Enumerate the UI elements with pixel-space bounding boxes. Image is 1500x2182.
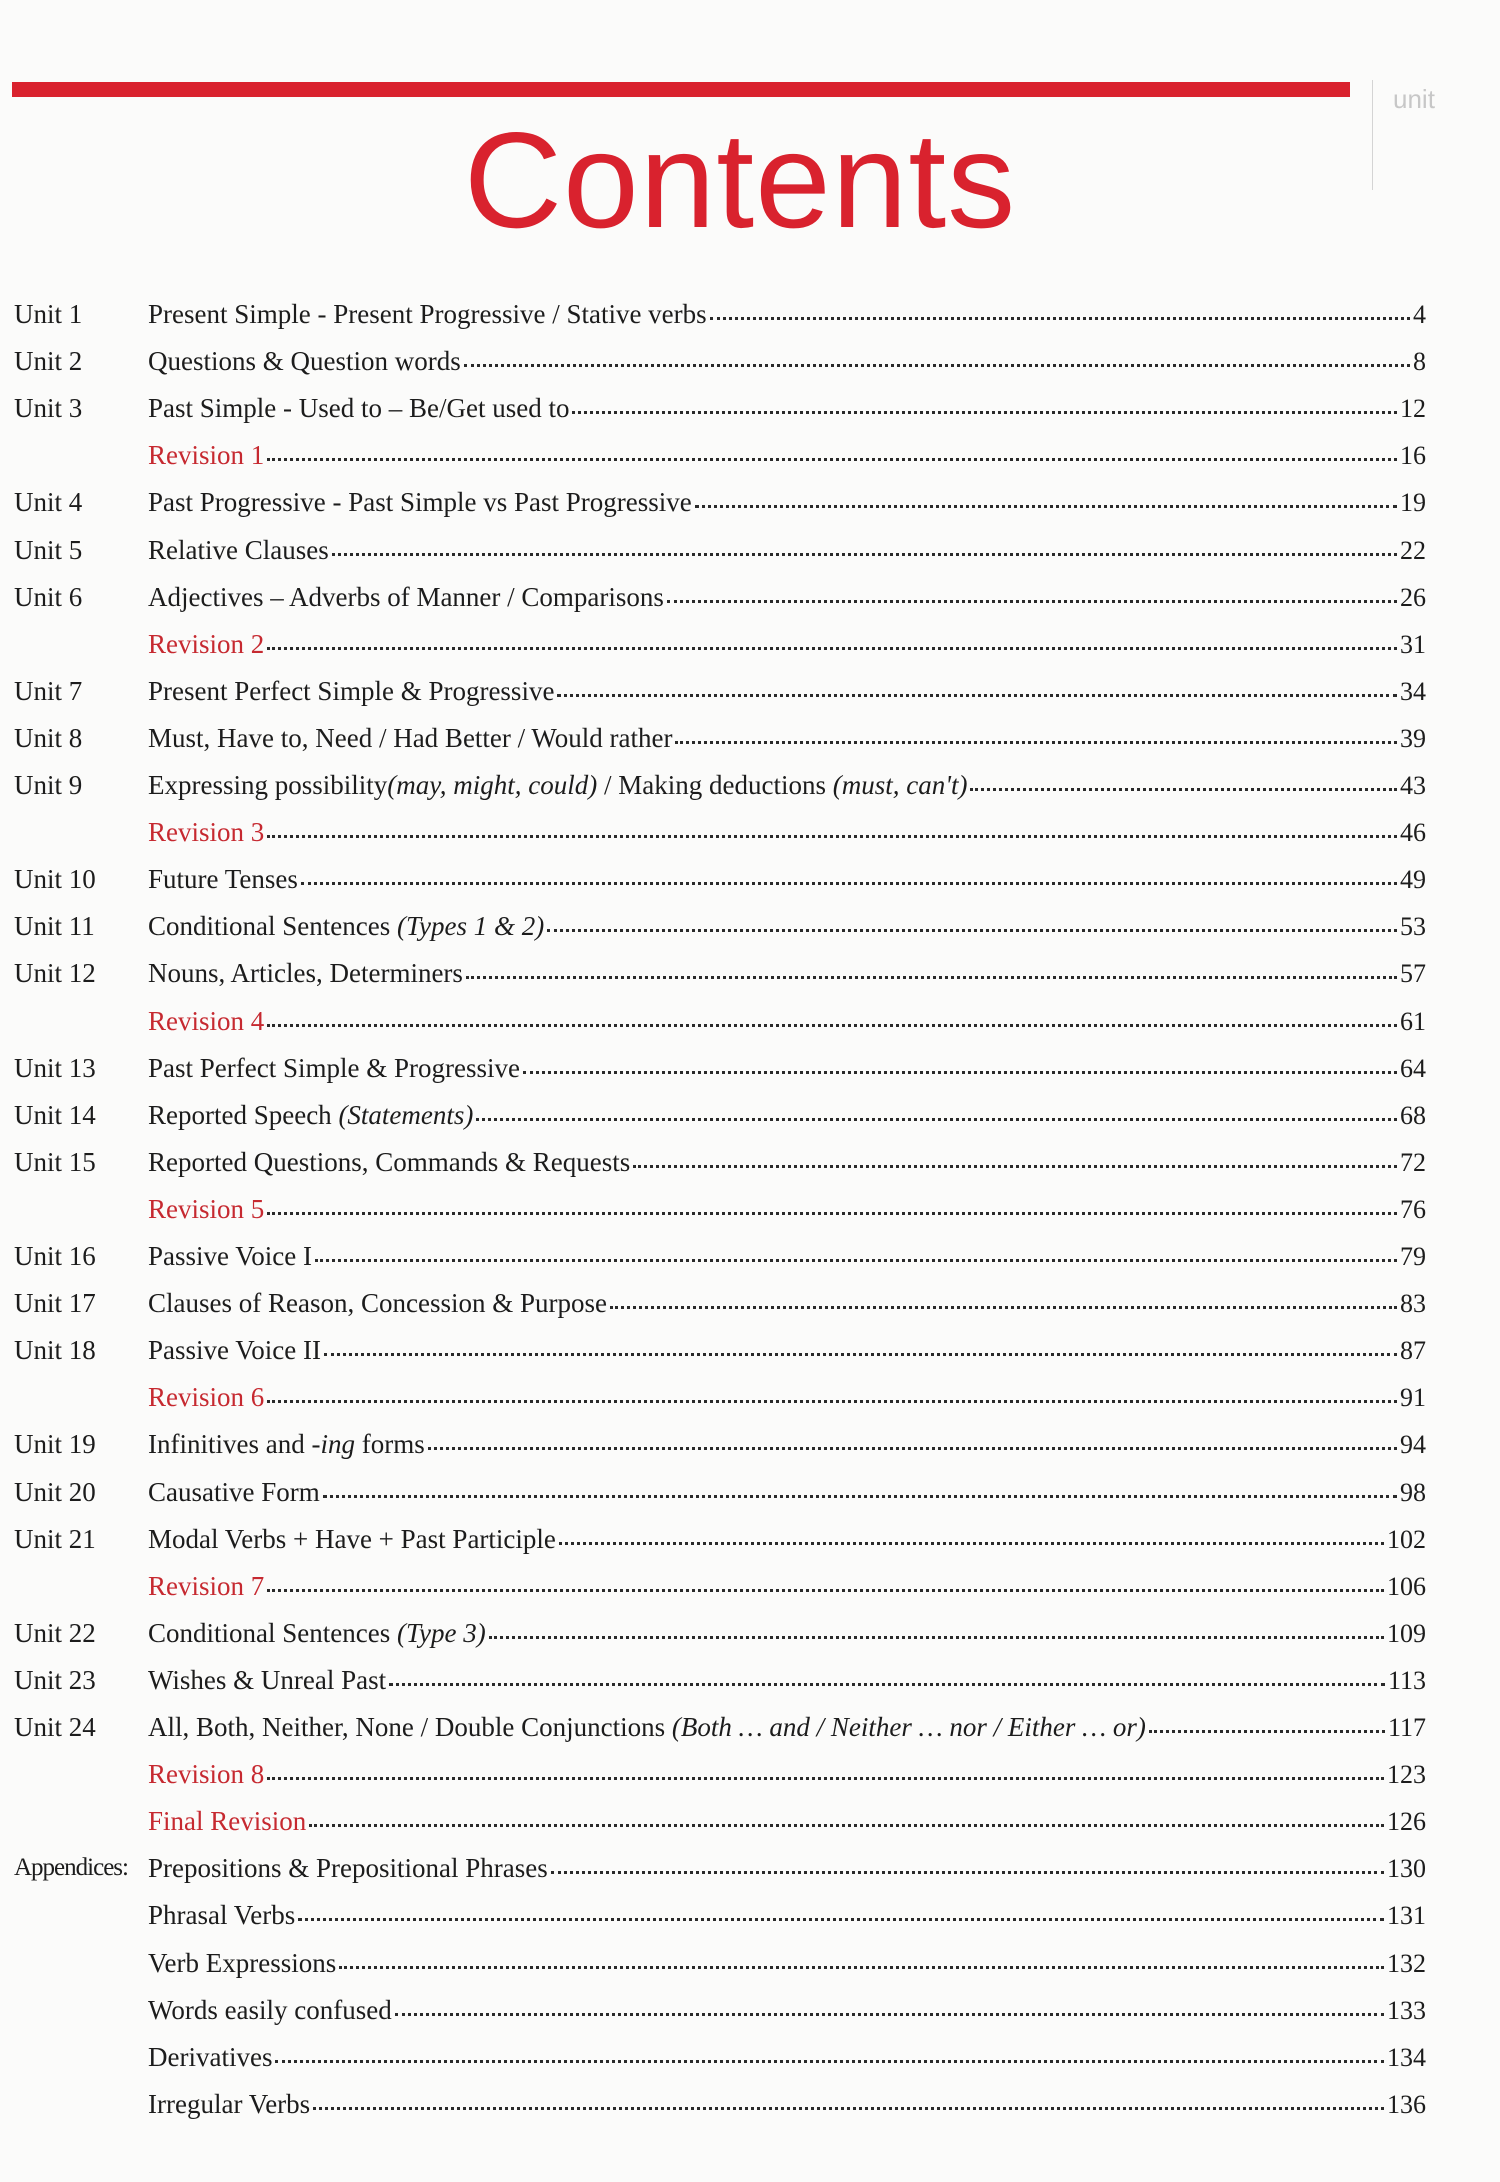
dot-leader: [710, 316, 1410, 320]
toc-row[interactable]: [0, 1097, 1500, 1133]
toc-revision-row[interactable]: [0, 814, 1500, 850]
entry-title-text: Phrasal Verbs: [148, 1900, 296, 1931]
dot-leader: [523, 1070, 1397, 1074]
dot-leader: [323, 1494, 1397, 1498]
entry-title: [148, 1426, 425, 1462]
dot-leader: [301, 881, 1397, 885]
entry-title-text: Revision 1: [148, 440, 265, 471]
dot-leader: [267, 1588, 1384, 1592]
entry-title-text: Revision 5: [148, 1193, 265, 1224]
entry-title: [148, 579, 664, 615]
toc-entry: [148, 390, 1426, 427]
entry-title: [148, 1709, 1146, 1745]
entry-title-text: Relative Clauses: [148, 534, 329, 565]
entry-title-text: Wishes & Unreal Past: [148, 1664, 387, 1695]
toc-entry: [148, 532, 1426, 569]
dot-leader: [267, 1211, 1397, 1215]
page-number: 79: [1400, 1242, 1426, 1271]
unit-label: Unit 9: [14, 770, 83, 800]
entry-title: [148, 343, 461, 379]
toc-row[interactable]: [0, 1850, 1500, 1886]
unit-label: Unit 8: [14, 722, 83, 753]
page-number: 87: [1400, 1336, 1426, 1366]
toc-entry: [148, 2086, 1426, 2123]
toc-row[interactable]: [0, 955, 1500, 991]
dot-leader: [667, 599, 1397, 603]
page-number: 102: [1387, 1524, 1426, 1554]
toc-row[interactable]: [0, 1615, 1500, 1651]
entry-title: [148, 767, 967, 803]
entry-title-text: Irregular Verbs: [148, 2088, 311, 2119]
unit-label: Unit 6: [14, 581, 83, 612]
page-number: 39: [1400, 723, 1426, 753]
toc-revision-row[interactable]: [0, 1803, 1500, 1839]
entry-title: [148, 1144, 630, 1180]
entry-title: [148, 437, 264, 473]
dot-leader: [267, 1776, 1384, 1780]
page-number: 76: [1400, 1194, 1426, 1224]
toc-row[interactable]: [0, 1992, 1500, 2028]
dot-leader: [547, 928, 1397, 932]
page-number: 98: [1400, 1477, 1426, 1507]
page-number: 31: [1400, 629, 1426, 659]
toc-entry: [148, 814, 1426, 851]
entry-title-text: Revision 7: [148, 1570, 265, 1601]
toc-revision-row[interactable]: [0, 1191, 1500, 1227]
entry-title-text: Final Revision: [148, 1806, 307, 1837]
toc-row[interactable]: [0, 1332, 1500, 1368]
dot-leader: [267, 834, 1397, 838]
page-number: 34: [1400, 676, 1426, 706]
entry-title: [148, 1615, 486, 1651]
dot-leader: [466, 975, 1397, 979]
entry-title: [148, 861, 298, 897]
unit-label: Unit 12: [14, 958, 96, 989]
toc-entry: [148, 1521, 1426, 1558]
page-number: 19: [1400, 488, 1426, 518]
entry-title: [148, 1238, 312, 1274]
toc-row[interactable]: [0, 343, 1500, 379]
entry-title: [148, 1379, 264, 1415]
entry-title: [148, 1285, 607, 1321]
page-number: 94: [1400, 1430, 1426, 1460]
unit-label: Unit 5: [14, 534, 83, 565]
dot-leader: [489, 1635, 1384, 1639]
entry-title: [148, 1568, 264, 1604]
entry-title: [148, 484, 692, 520]
toc-entry: [148, 908, 1426, 945]
toc-entry: [148, 1709, 1426, 1746]
dot-leader: [428, 1446, 1397, 1450]
entry-title: [148, 1756, 264, 1792]
dot-leader: [1149, 1729, 1385, 1733]
unit-label: Unit 16: [14, 1241, 96, 1271]
entry-title-italic: (may, might, could): [387, 770, 598, 800]
entry-title-text: Future Tenses: [148, 864, 298, 895]
toc-row[interactable]: [0, 720, 1500, 756]
toc-entry: [148, 1285, 1426, 1322]
toc-row[interactable]: [0, 1945, 1500, 1981]
page-number: 131: [1387, 1901, 1426, 1931]
dot-leader: [298, 1917, 1384, 1921]
page-title: Contents: [463, 104, 1017, 256]
entry-title-text: Prepositions & Prepositional Phrases: [148, 1853, 548, 1884]
dot-leader: [389, 1682, 1385, 1686]
toc-revision-row[interactable]: [0, 1379, 1500, 1415]
page-number: 46: [1400, 818, 1426, 848]
toc-entry: [148, 2039, 1426, 2076]
dot-leader: [267, 646, 1397, 650]
dot-leader: [313, 2106, 1384, 2110]
appendices-label: Appendices:: [14, 1854, 128, 1882]
entry-title-text: Verb Expressions: [148, 1947, 337, 1978]
entry-title-text: Revision 6: [148, 1382, 265, 1413]
toc-entry: [148, 1945, 1426, 1982]
entry-title-italic: -ing: [311, 1429, 355, 1460]
toc-row[interactable]: [0, 579, 1500, 615]
toc-row[interactable]: [0, 296, 1500, 332]
toc-row[interactable]: [0, 861, 1500, 897]
unit-label: Unit 23: [14, 1664, 96, 1695]
entry-title-text: Clauses of Reason, Concession & Purpose: [148, 1288, 607, 1319]
page-number: 83: [1400, 1289, 1426, 1319]
toc-revision-row[interactable]: [0, 1568, 1500, 1604]
unit-label: Unit 2: [14, 346, 83, 377]
entry-title-text: Expressing possibility: [148, 770, 388, 800]
entry-title: [148, 1474, 320, 1510]
dot-leader: [267, 457, 1397, 461]
page-number: 26: [1400, 582, 1426, 612]
toc-entry: [148, 1003, 1426, 1040]
entry-title: [148, 2039, 272, 2075]
dot-leader: [572, 410, 1397, 414]
entry-title-text: Modal Verbs + Have + Past Participle: [148, 1523, 556, 1554]
toc-entry: [148, 1238, 1426, 1275]
entry-title-italic-2: (must, can't): [832, 770, 968, 800]
unit-label: Unit 19: [14, 1429, 96, 1460]
dot-leader: [267, 1399, 1397, 1403]
page-number: 109: [1387, 1618, 1426, 1648]
entry-title-italic: (Both … and / Neither … nor / Either … or): [671, 1712, 1146, 1742]
entry-title-italic: (Types 1 & 2): [396, 911, 545, 942]
toc-entry: [148, 1662, 1426, 1699]
toc-row[interactable]: [0, 390, 1500, 426]
toc-entry: [148, 1097, 1426, 1134]
dot-leader: [339, 1965, 1384, 1969]
toc-row[interactable]: [0, 1897, 1500, 1933]
entry-title-text-2: / Making deductions: [597, 770, 833, 800]
entry-title-text: Revision 2: [148, 628, 265, 659]
toc-entry: [148, 861, 1426, 898]
toc-row[interactable]: [0, 1474, 1500, 1510]
entry-title-text: Present Perfect Simple & Progressive: [148, 675, 555, 706]
entry-title: [148, 1945, 336, 1981]
entry-title-text: Past Perfect Simple & Progressive: [148, 1052, 520, 1083]
page-number: 43: [1400, 771, 1426, 800]
page-number: 16: [1400, 441, 1426, 471]
page-number: 136: [1387, 2089, 1426, 2119]
toc-entry: [148, 343, 1426, 380]
toc-entry: [148, 1474, 1426, 1511]
toc-entry: [148, 1897, 1426, 1934]
entry-title-text: Conditional Sentences: [148, 911, 397, 942]
toc-entry: [148, 955, 1426, 992]
page-number: 126: [1387, 1807, 1426, 1837]
entry-title: [148, 814, 264, 850]
page-number: 132: [1387, 1948, 1426, 1978]
entry-title-text: Nouns, Articles, Determiners: [148, 958, 463, 989]
toc-revision-row[interactable]: [0, 626, 1500, 662]
entry-title-text: Questions & Question words: [148, 346, 461, 377]
unit-label: Unit 13: [14, 1052, 96, 1083]
toc-row[interactable]: [0, 1238, 1500, 1274]
page-number: 130: [1387, 1854, 1426, 1884]
dot-leader: [557, 693, 1397, 697]
page-number: 61: [1400, 1006, 1426, 1036]
toc-entry: [148, 720, 1426, 757]
toc-row[interactable]: [0, 1709, 1500, 1745]
toc-row[interactable]: [0, 767, 1500, 803]
toc-row[interactable]: [0, 1050, 1500, 1086]
dot-leader: [970, 787, 1397, 791]
dot-leader: [464, 363, 1410, 367]
entry-title-text: Passive Voice II: [148, 1335, 321, 1366]
dot-leader: [610, 1305, 1397, 1309]
page-number: 12: [1400, 394, 1426, 424]
page-number: 91: [1400, 1383, 1426, 1413]
entry-title-text: Infinitives and: [148, 1429, 312, 1460]
entry-title: [148, 1003, 264, 1039]
toc-entry: [148, 1332, 1426, 1369]
toc-row[interactable]: [0, 673, 1500, 709]
toc-entry: [148, 1568, 1426, 1605]
toc-row[interactable]: [0, 908, 1500, 944]
unit-label: Unit 4: [14, 487, 83, 518]
entry-title: [148, 1992, 392, 2028]
page-number: 4: [1413, 300, 1426, 329]
page-number: 123: [1387, 1760, 1426, 1790]
page-number: 133: [1387, 1995, 1426, 2025]
toc-row[interactable]: [0, 1662, 1500, 1698]
dot-leader: [332, 552, 1397, 556]
entry-title: [148, 720, 672, 756]
entry-title-italic: (Type 3): [396, 1617, 486, 1648]
entry-title: [148, 955, 463, 991]
entry-title-text: Past Simple - Used to – Be/Get used to: [148, 393, 570, 424]
entry-title-text: Revision 4: [148, 1005, 265, 1036]
toc-entry: [148, 673, 1426, 710]
entry-title-text: Revision 3: [148, 817, 265, 848]
toc-entry: [148, 1050, 1426, 1087]
unit-label: Unit 17: [14, 1288, 96, 1319]
toc-row[interactable]: [0, 1144, 1500, 1180]
entry-title: [148, 296, 707, 332]
entry-title-text: Past Progressive - Past Simple vs Past Progressive: [148, 487, 692, 518]
toc-entry: [148, 1426, 1426, 1463]
entry-title-text: Revision 8: [148, 1759, 265, 1790]
toc-row[interactable]: [0, 484, 1500, 520]
entry-title: [148, 2086, 310, 2122]
entry-title-text: All, Both, Neither, None / Double Conjunctions: [148, 1712, 672, 1742]
entry-title: [148, 1191, 264, 1227]
entry-title: [148, 1850, 548, 1886]
toc-entry: [148, 1615, 1426, 1652]
unit-label: Unit 18: [14, 1335, 96, 1366]
toc-row[interactable]: [0, 1285, 1500, 1321]
entry-title: [148, 1521, 556, 1557]
dot-leader: [267, 1023, 1397, 1027]
unit-label: Unit 11: [14, 911, 95, 942]
toc-entry: [148, 579, 1426, 616]
unit-label: Unit 14: [14, 1099, 96, 1130]
toc-row[interactable]: [0, 532, 1500, 568]
dot-leader: [309, 1823, 1384, 1827]
entry-title-text: Must, Have to, Need / Had Better / Would rather: [148, 722, 673, 753]
unit-label: Unit 20: [14, 1476, 96, 1507]
toc-entry: [148, 767, 1426, 804]
page-number: 8: [1413, 347, 1426, 377]
entry-title-text: Reported Speech: [148, 1099, 339, 1130]
entry-title: [148, 626, 264, 662]
toc-entry: [148, 1144, 1426, 1181]
dot-leader: [695, 504, 1397, 508]
toc-entry: [148, 1756, 1426, 1793]
unit-label: Unit 3: [14, 393, 83, 424]
unit-label: Unit 1: [14, 299, 83, 329]
dot-leader: [551, 1870, 1384, 1874]
unit-label: Unit 7: [14, 675, 83, 706]
dot-leader: [395, 2012, 1384, 2016]
page-number: 72: [1400, 1147, 1426, 1177]
toc-entry: [148, 1992, 1426, 2029]
entry-title-text: Conditional Sentences: [148, 1617, 397, 1648]
toc-entry: [148, 1191, 1426, 1228]
page-number: 57: [1400, 959, 1426, 989]
entry-title-text: Words easily confused: [148, 1994, 392, 2025]
dot-leader: [675, 740, 1397, 744]
page-number: 134: [1387, 2042, 1426, 2072]
page-number: 68: [1400, 1100, 1426, 1130]
page-number: 49: [1400, 865, 1426, 895]
entry-title: [148, 1662, 386, 1698]
entry-title: [148, 1097, 473, 1133]
entry-title-text: Causative Form: [148, 1476, 320, 1507]
entry-title-text: Derivatives: [148, 2041, 273, 2072]
toc-row[interactable]: [0, 1426, 1500, 1462]
toc-revision-row[interactable]: [0, 1756, 1500, 1792]
entry-title-text: Adjectives – Adverbs of Manner / Comparisons: [148, 581, 664, 612]
page-number: 53: [1400, 912, 1426, 942]
toc-entry: [148, 626, 1426, 663]
toc-revision-row[interactable]: [0, 1003, 1500, 1039]
entry-title: [148, 1803, 306, 1839]
toc-entry: [148, 1379, 1426, 1416]
toc-entry: [148, 1850, 1426, 1887]
toc-entry: [148, 296, 1426, 333]
entry-title: [148, 1897, 295, 1933]
dot-leader: [324, 1352, 1397, 1356]
dot-leader: [315, 1258, 1397, 1262]
page-number: 113: [1387, 1665, 1426, 1695]
toc-row[interactable]: [0, 1521, 1500, 1557]
entry-title: [148, 908, 544, 944]
dot-leader: [275, 2059, 1384, 2063]
entry-title: [148, 532, 329, 568]
header-rule: [12, 82, 1350, 97]
page-number: 64: [1400, 1053, 1426, 1083]
page-number: 22: [1400, 535, 1426, 565]
entry-title: [148, 1332, 321, 1368]
entry-title: [148, 673, 554, 709]
unit-label: Unit 15: [14, 1146, 96, 1177]
entry-title: [148, 390, 569, 426]
page-number: 106: [1387, 1571, 1426, 1601]
toc-row[interactable]: [0, 2086, 1500, 2122]
toc-row[interactable]: [0, 2039, 1500, 2075]
corner-text: unit: [1393, 84, 1435, 114]
entry-title-text: Present Simple - Present Progressive / Stative verbs: [148, 299, 707, 329]
dot-leader: [633, 1164, 1397, 1168]
entry-title-text: Reported Questions, Commands & Requests: [148, 1146, 631, 1177]
unit-label: Unit 24: [14, 1712, 96, 1742]
toc-entry: [148, 1803, 1426, 1840]
toc-revision-row[interactable]: [0, 437, 1500, 473]
page-number: 117: [1387, 1713, 1426, 1742]
unit-label: Unit 21: [14, 1523, 96, 1554]
toc-entry: [148, 437, 1426, 474]
dot-leader: [559, 1541, 1384, 1545]
entry-title-text: Passive Voice I: [148, 1241, 312, 1271]
entry-title: [148, 1050, 520, 1086]
entry-title-italic: (Statements): [338, 1099, 474, 1130]
dot-leader: [476, 1117, 1397, 1121]
entry-title-text-2: forms: [354, 1429, 425, 1460]
unit-label: Unit 10: [14, 864, 96, 895]
unit-label: Unit 22: [14, 1617, 96, 1648]
toc-entry: [148, 484, 1426, 521]
